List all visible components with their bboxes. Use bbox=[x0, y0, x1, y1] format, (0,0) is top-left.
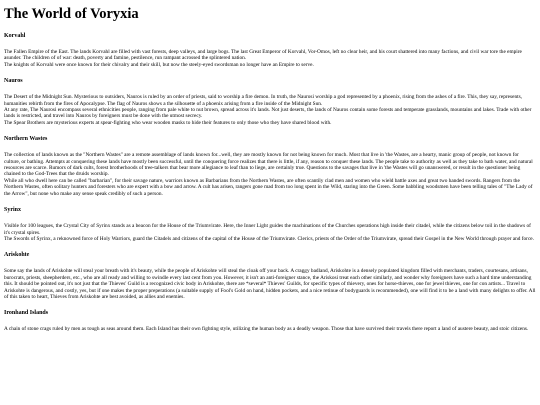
section-body bbox=[4, 49, 536, 68]
section-body bbox=[4, 223, 536, 242]
section-syrinx bbox=[4, 206, 536, 242]
section-heading: Korvahl bbox=[4, 33, 26, 39]
section-heading: Nauros bbox=[4, 78, 23, 85]
section-northern-wastes bbox=[4, 135, 536, 197]
section-body bbox=[4, 326, 536, 332]
page-title: The World of Voryxia bbox=[4, 6, 139, 22]
paragraph: A chain of stone crags ruled by men as tough as seas around them. Each Island has their own fighting style, utilizing the human body as a deadly weapon. Those that have survived their travels there report a land of austere beauty, and stoic citizens. bbox=[4, 326, 529, 333]
section-ironhand-islands bbox=[4, 309, 536, 332]
section-ariskohte bbox=[4, 251, 536, 300]
section-heading: Syrinx bbox=[4, 207, 22, 214]
paragraph: The collection of lands known as the "Northern Wastes" are a remote assemblage of lands known for...well, they are mostly known for not being known for much. Most that live in 'the Wastes, are a hearty, manic group of people, not known for culture, or bathing. Attempts at conquering these lands have mostly been successful, until the conquering force realizes that there is little, if any, reason to conquer these lands. The people take to authority as well as they take to bath water, and natural resources are scarce. Rumors of dark cults, forest brotherhoods of tree-talkers that bear more allegiance to leaf than to liege, are certainly true. Questions to the savages that live in 'the Wastes will go unanswered, or result in the questioner being chained to the God-Trees that the druids worship. bbox=[4, 152, 533, 178]
section-nauros bbox=[4, 77, 536, 126]
section-korvahl bbox=[4, 32, 536, 68]
paragraph: Some say the lands of Ariskohte will steal your breath with it's beauty, while the people of Ariskohte will steal the cloak off your back. A craggy badland, Ariskohte is a densely populated kingdom filled with merchants, traders, courtesans, artisans, burocrats, priests, sheepherders, etc., who are all ready and willing to swindle every last cent from you. However, it isn't an anti-foreigner stance, the Ariskosi treat each other similarly, and wonder why foreigners have such a hard time understanding this. It should be pointed out, it's not just that the Thieves' Guild is a recognized civic body in Ariskohte, there are *several* Thieves' Guilds, for specific types of thievery, ones for horse-thieves, one for jewel thieves, one for con artists... Travel to Ariskohte is dangerous, and costly, yes, but if one makes the proper preperations (a suitable supply of Fool's Gold on hand, hidden pockets, and a nice retinue of bodyguards is recommended), one will find it to be a land with many delights to offer. All of this taken to heart, Thieves from Ariskohte are best avoided, as allies and enemies. bbox=[4, 268, 536, 300]
section-heading: Northern Wastes bbox=[4, 136, 48, 143]
section-heading: Ariskohte bbox=[4, 252, 30, 259]
paragraph: The Swords of Syrinx, a reknowned force of Holy Warriors, guard the Citadels and citizens of the capital of the House of the Triumvirate. Clerics, priests of the Order of the Triumvirate, spread their Gospel in the New World through prayer and force. bbox=[4, 235, 534, 242]
paragraph: The Fallen Empire of the East. The lands Korvahl are filled with vast forests, deep valleys, and large bogs. The last Great Emperor of Korvahl, Vor-Omos, left no clear heir, and his court shattered into many factions, and civil war tore the empire asunder. The children of of war: death, poverty and famine, pestilence, run rampant acrossed the splintered nation. bbox=[4, 49, 522, 62]
paragraph: The Desert of the Midnight Sun. Mysterious to outsiders, Nauros is ruled by an order of priests, said to worship a fire demon. In truth, the Naurosi worship a god represented by a phoenix, rising from the ashes of a fire. This, they say, represents, humanities rebirth from the fires of Apocalypse. The flag of Nauros shows a the silhouette of a phoenix arising from a fire inside of the Midnight Sun. bbox=[4, 94, 522, 107]
section-body bbox=[4, 94, 536, 126]
paragraph: While all who dwell here can be called "barbarian", for their savage nature, warriors known as Barbarians from the Northern Wastes, are often scantily clad men and women who wield battle axes and great two handed swords. Rangers from the Northern Wastes, often solitary hunters and foresters who are expert with a bow and arrow. A cult has arisen, rangers gone mad from too long spent in the Wild, staring into the Green. Some babbling woodsmen have been telling tales of "The Lady of the Arrow", but none who make any sense speak credibly of such a person. bbox=[4, 177, 533, 197]
section-heading: Ironhand Islands bbox=[4, 310, 49, 317]
paragraph: At any rate, The Naurosi encompass several ethnicities people, ranging from pale white to nut brown, spread across it's lands. Not just deserts, the lands of Nauros contain some forests and temperate grasslands, mountains and lakes. Trade with other lands is restricted, and travel into Nauros by foreigners must be done with the utmost secrecy. bbox=[4, 107, 532, 120]
paragraph: Visible for 100 leagues, the Crystal City of Syrinx stands as a beacon for the House of the Triumvirate. Here, the Inner Light guides the machinations of the Churches operations high inside their citadel, while the citizens below toil in the shadows of it's crystal spires. bbox=[4, 223, 531, 236]
section-body bbox=[4, 268, 536, 300]
paragraph: The knights of Korvahl were once known for their chivalry and their skill, but now the steely-eyed swordsman no longer have an Empire to serve. bbox=[4, 61, 314, 68]
section-body bbox=[4, 152, 536, 197]
paragraph: The Spear Brothers are mysterious experts at spear-fighting who wear wooden masks to hide their features to only those who they have shared blood with. bbox=[4, 119, 332, 126]
